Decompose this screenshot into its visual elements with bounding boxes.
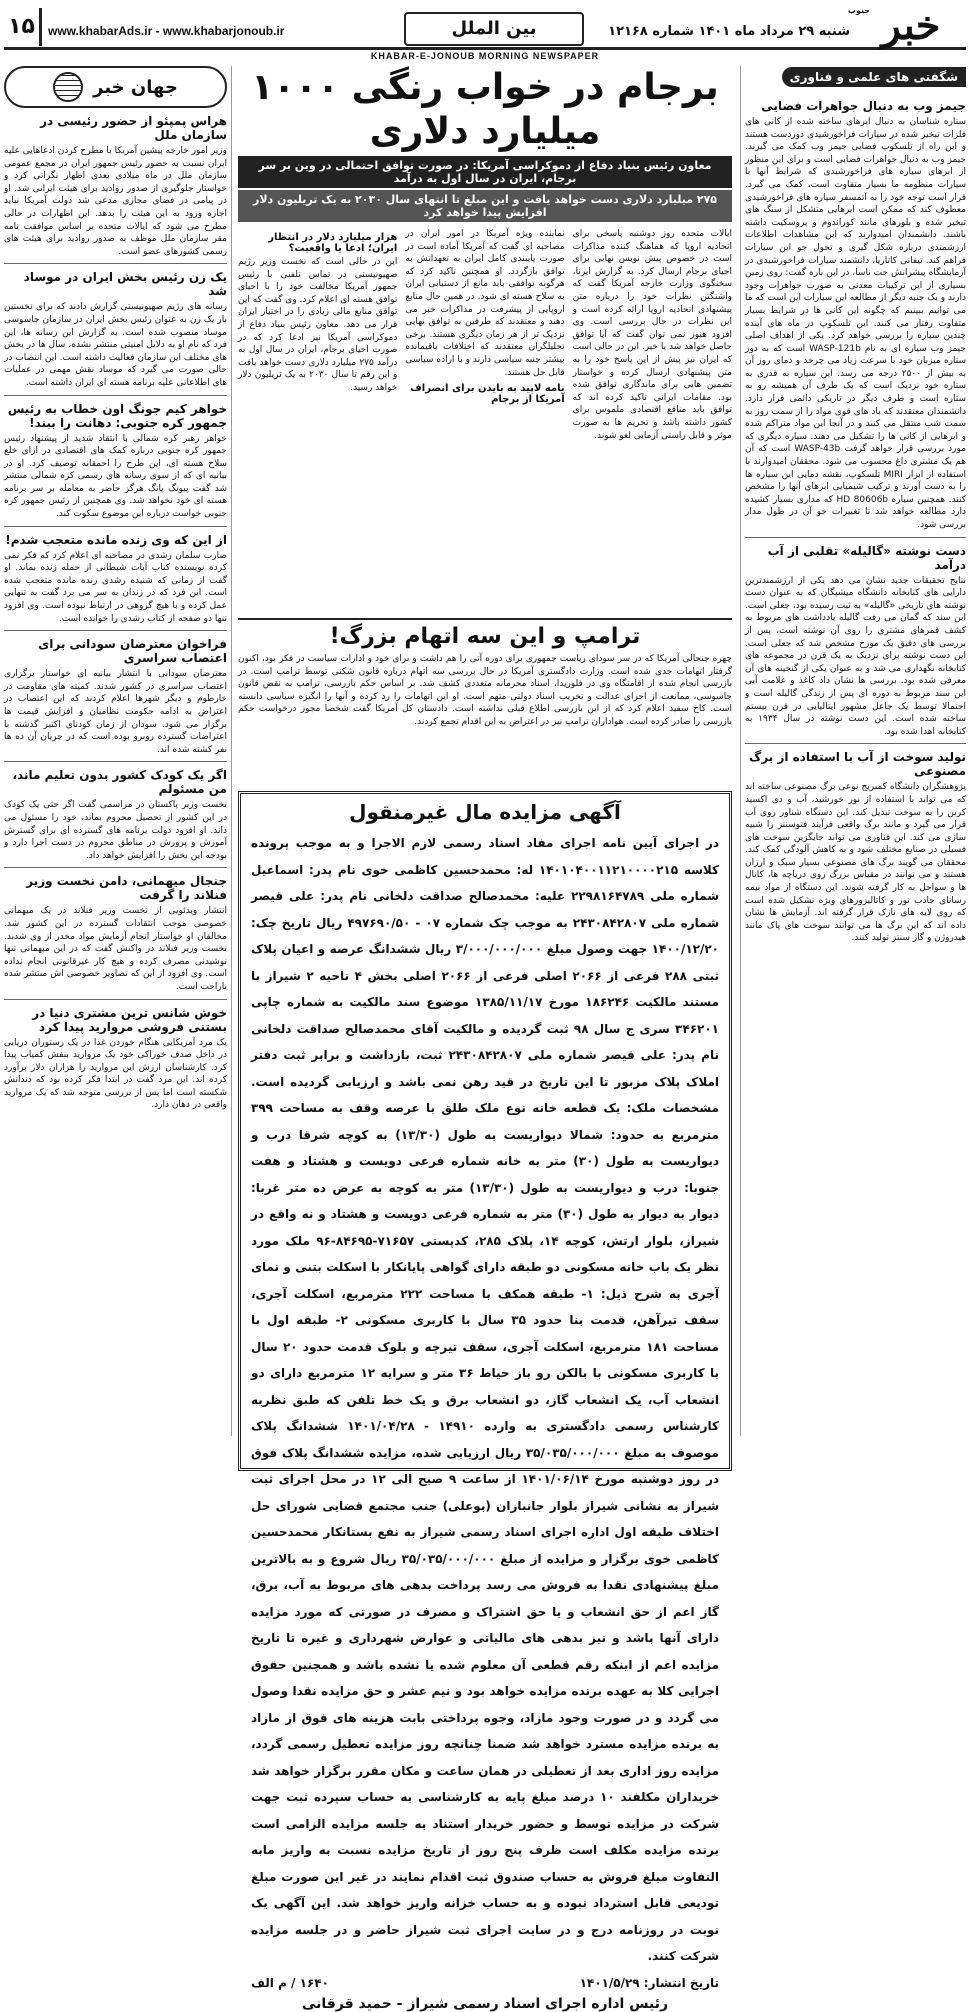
article-body: وزیر امور خارجه پیشین آمریکا با مطرح کردن ادعاهایی علیه ایران نسبت به حضور رئیس جمهور ایران در مجمع عمومی سازمان ملل در ماه میلادی بعدی اظهار نگرانی کرد و خواستار جلوگیری از صدور روادید برای هیئت ایرانی شد. او در پیامی در فضای مجازی مدعی شد دولت آمریکا نباید اجازه ورود به این هیئت را بدهد. این اظهارات در حالی مطرح می شود که ایالات متحده بر اساس موافقت نامه مقر سازمان ملل موظف به صدور روادید برای هیئت های رسمی کشورهای عضو است. [4,146,227,257]
story-column [573,228,732,612]
main-headline: برجام در خواب رنگی ۱۰۰۰ میلیارد دلاری [251,67,719,152]
article-title: اگر یک کودک کشور بدون تعلیم ماند، من مسئولم [12,768,227,797]
globe-icon [53,72,83,102]
divider [4,526,227,527]
main-story-columns [238,228,732,612]
article-title: فراخوان معترضان سودانی برای اعتصاب سراسری [38,637,227,666]
ad-footer [251,1976,719,1990]
divider [745,743,966,744]
main-story-area [238,66,732,2012]
headline-subtitle: معاون رئیس بنیاد دفاع از دموکراسی آمریکا: در صورت توافق احتمالی در وین بر سر برجام، ایران در سال اول به درآمد [238,156,732,188]
story-column [238,653,732,783]
page-number: ۱۵ [4,8,42,46]
logo-subtitle: جنوب [847,6,870,15]
article-title: خوش شانس ترین مشتری دنیا در بستنی فروشی مروارید پیدا کرد [32,1005,227,1034]
website-url[interactable]: www.khabarAds.ir - www.khabarjonoub.ir [48,24,285,38]
ad-code: ۱۶۴۰ / م الف [251,1975,329,1990]
article-body: معترضان سودانی با انتشار بیانیه ای خواستار برگزاری اعتصاب سراسری در کشور شدند. کمیته های مقاومت در خارطوم و دیگر شهرها اعلام کردند که این اعتصاب در اعتراض به ادامه حکومت نظامیان و افزایش قیمت ها برگزار می شود. سودان از زمان کودتای اکتبر گذشته با اعتراضات گسترده روبرو بوده است که در جریان آن ده ها نفر کشته شده اند. [4,669,227,755]
article-title: جیمز وب به دنبال جواهرات فضایی [761,99,966,113]
article-body: نتایج تحقیقات جدید نشان می دهد یکی از ارزشمندترین دارایی های کتابخانه دانشگاه میشیگان که به عنوان دست نوشته های تاریخی «گالیله» به ثبت رسیده بود، جعلی است. این سند که گمان می رفت گالیله یادداشت های مربوط به کشف قمرهای مشتری را روی آن نوشته است، پس از بررسی های دقیق یک مورخ مشخص شد که جعلی است. این دست نوشته برای نزدیک به یک قرن در مجموعه های کتابخانه نگهداری می شد و به عنوان یکی از گنجینه های آن معرفی شده بود. بررسی ها نشان داد کاغذ و علامت آبی این سند مربوط به دوره ای پس از زندگی گالیله است و احتمالا توسط یک جاعل مشهور ایتالیایی در قرن بیستم ساخته شده است. این دست نوشته در سال ۱۹۳۴ به کتابخانه اهدا شده بود. [745,575,966,737]
story-body: این در حالی است که نخست وزیر رژیم صهیونیستی در تماس تلفنی با رئیس جمهور آمریکا مخالفت خود را با احیای توافق هسته ای اعلام کرد. وی گفت که این توافق منابع مالی زیادی را در اختیار ایران قرار می دهد. معاون رئیس بنیاد دفاع از دموکراسی آمریکا نیز ادعا کرد که در صورت احیای برجام، ایران در سال اول به درآمد ۲۷۵ میلیارد دلاری دست خواهد یافت و این رقم تا سال ۲۰۳۰ به یک تریلیون دلار خواهد رسید. [238,257,398,393]
article-body: رسانه های رژیم صهیونیستی گزارش دادند که برای نخستین بار یک زن به عنوان رئیس بخش ایران در سازمان جاسوسی موساد منصوب شده است. به گزارش این رسانه ها، این فرد که نام او به دلایل امنیتی منتشر نشده، سال ها در بخش های مختلف این سازمان فعالیت داشته است. این انتصاب در حالی صورت می گیرد که موساد نقش مهمی در عملیات های اطلاعاتی علیه برنامه هسته ای ایران داشته است. [4,302,227,388]
article-body: ضارب سلمان رشدی در مصاحبه ای اعلام کرد که فکر نمی کرده نویسنده کتاب آیات شیطانی از حمله زنده بماند. او گفت از زمانی که شنیده رشدی زنده مانده متعجب شده است. این فرد که در زندان به سر می برد گفت به تنهایی عمل کرده و با هیچ گروهی در ارتباط نبوده است. وی افزود تنها دو صفحه از کتاب رشدی را خوانده است. [4,550,227,624]
headline-subtitle-2: ۲۷۵ میلیارد دلاری دست خواهد یافت و این مبلغ تا انتهای سال ۲۰۳۰ به یک تریلیون دلار افزایش پیدا خواهد کرد [238,190,732,222]
ad-signature: رئیس اداره اجرای اسناد رسمی شیراز - حمید قرقانی [301,1995,669,2012]
story-column [405,228,564,612]
article-title: تولید سوخت از آب با استفاده از برگ مصنوعی [749,750,966,779]
article-body: ستاره شناسان به دنبال ابرهای ساخته شده از کانی های فلزات تبخیر شده در سیارات فراخورشیدی دوردست هستند و این راه از تلسکوپ فضایی جیمز وب کمک می گیرند. جیمز وب به دنبال جواهرات فضایی است و برای این منظور از ابرهای سیاره های فراخورشیدی که شرایط آنها با سیارات منظومه ما بسیار متفاوت است، کمک می گیرد. قرار است توجه خود را به اتمسفر سیاره های فراخورشیدی معطوف کند که ممکن است ابرهایی متشکل از سنگ های تبخیر شده و بلورهای مانند کوراندوم و پروسکیت داشته باشند. دانشمندان امیدوارند که این مشاهدات اطلاعات ارزشمندی درباره شکل گیری و تحول جو این سیارات فراهم کند. تیفانی کاتاریا، دانشمند سیارات فراخورشیدی در آزمایشگاه پیشرانش جت ناسا، در این باره گفت: روی زمین بسیاری از این ترکیبات معدنی به صورت جواهرات وجود دارند و یک جنبه دیگر از مطالعه این سیارات این است که ما می توانیم ببینیم که چگونه این کانی ها در شرایط بسیار متفاوت رفتار می کنند. این تلسکوپ در ماه های آینده چندین سیاره را بررسی خواهد کرد. یکی از اهداف اصلی جیمز وب سیاره ای به نام WASP-121b است که به دور ستاره میزبان خود با سرعت زیاد می چرخد و دمای روز آن به بیش از ۲۵۰۰ درجه می رسد. این سیاره به قدری به ستاره خود نزدیک است که یک طرف آن همیشه رو به ستاره است و طرف دیگر در تاریکی دائمی قرار دارد. دانشمندان معتقدند که باد های قوی مواد را از سمت روز به سمت شب منتقل می کنند و در آنجا این مواد متراکم شده و ابرهایی از کانی ها را تشکیل می دهند. سیاره دیگری که مورد بررسی قرار خواهد گرفت WASP-43b است که آن هم یک مشتری داغ محسوب می شود. محققان امیدوارند با استفاده از ابزار MIRI تلسکوپ، نقشه دمایی این سیاره ها را به دست آورند و ترکیب شیمیایی ابرهای آنها را مشخص کنند. همچنین سیاره HD 80606b که مداری بسیار کشیده دارد مطالعه خواهد شد تا تغییرات جو آن در طول مدار بررسی شود. [745,117,967,530]
ad-body: در اجرای آیین نامه اجرای مفاد اسناد رسمی لازم الاجرا و به موجب پرونده کلاسه ۱۴۰۱۰۴۰۰۱۱۲۱۰۰۰۰۲۱۵ له: محمدحسین کاظمی خوی نام پدر: اسماعیل شماره ملی ۲۲۹۸۱۶۴۷۸۹ علیه: محمدصالح صداقت دلخانی نام پدر: علی قیصر شماره ملی ۲۴۳۰۸۴۲۸۰۷ به موجب چک شماره ۰۷ - ۴۹۷۶۹۰/۵۰ ریال تاریخ چک: ۱۴۰۰/۱۲/۲۰ جهت وصول مبلغ ۳/۰۰۰/۰۰۰/۰۰۰ ریال ششدانگ عرصه و اعیان پلاک ثبتی ۲۸۸ فرعی از ۲۰۶۶ اصلی فرعی از ۲۰۶۶ اصلی بخش ۴ ناحیه ۲ شیراز با مستند مالکیت ۱۸۶۲۴۶ مورخ ۱۳۸۵/۱۱/۱۷ موضوع سند مالکیت به شماره چاپی ۳۴۶۲۰۱ سری ج سال ۹۸ ثبت گردیده و مالکیت آقای محمدصالح صداقت دلخانی نام پدر: علی قیصر شماره ملی ۲۴۳۰۸۴۲۸۰۷ ثبت، بازداشت و برابر ثبت دفتر املاک پلاک مزبور تا این تاریخ در قید رهن نمی باشد و ارزیابی گردیده است. مشخصات ملک: یک قطعه خانه نوع ملک طلق با عرصه وقف به مساحت ۳۹۹ مترمربع به حدود: شمالا دیواریست به طول (۱۳/۳۰) به کوچه شرقا درب و دیواریست به طول (۳۰) متر به خانه شماره فرعی دویست و هشتاد و هفت جنوبا: درب و دیواریست به طول (۱۳/۳۰) متر به کوچه به عرض ده متر غربا: دیوار به دیوار به طول (۳۰) متر به شماره فرعی دویست و هشتاد و نه واقع در شیراز، بلوار ارتش، کوچه ۱۴، پلاک ۲۸۵، کدپستی ۷۱۶۵۷-۸۴۶۹۵-۹۶ ملک مورد نظر یک باب خانه مسکونی دو طبقه دارای گواهی پایانکار با اسکلت بتنی و نمای آجری به شرح ذیل: ۱- طبقه همکف با مساحت ۲۲۲ مترمربع، اسکلت آجری، سقف تیرآهن، قدمت بنا حدود ۳۵ سال با کاربری مسکونی ۲- طبقه اول با مساحت ۱۸۱ مترمربع، اسکلت آجری، سقف تیرچه و بلوک قدمت حدود ۲۰ سال با کاربری مسکونی با بالکن رو باز حیاط ۳۶ متر و سرایه ۱۲ مترمربع دارای دو انشعاب آب، یک انشعاب گاز، دو انشعاب برق و یک خط تلفن که طبق نظریه کارشناس رسمی دادگستری به وارده ۱۴۹۱۰ - ۱۴۰۱/۰۴/۲۸ ششدانگ پلاک موصوف به مبلغ ۳۵/۰۳۵/۰۰۰/۰۰۰ ریال ارزیابی شده، مزایده ششدانگ پلاک فوق در روز دوشنبه مورخ ۱۴۰۱/۰۶/۱۴ از ساعت ۹ صبح الی ۱۲ در محل اجرای ثبت شیراز به نشانی شیراز بلوار جانبازان (بوعلی) جنب مجتمع قضایی شورای حل اختلاف طبقه اول اداره اجرای اسناد رسمی شیراز به نفع بستانکار محمدحسین کاظمی خوی برگزار و مزایده از مبلغ ۳۵/۰۳۵/۰۰۰/۰۰۰ ریال شروع و به بالاترین مبلغ پیشنهادی نقدا به فروش می رسد پرداخت بدهی های مربوط به آب، برق، گاز اعم از حق انشعاب و یا حق اشتراک و مصرف در صورتی که مورد مزایده دارای آنها باشد و نیز بدهی های مالیاتی و عوارض شهرداری و غیره تا تاریخ مزایده اعم از اینکه رقم قطعی آن معلوم شده یا نشده باشد و همچنین حقوق اجرایی کلا به عهده برنده مزایده خواهد بود و نیم عشر و حق مزایده نقدا وصول می گردد و در صورت وجود مازاد، وجوه پرداختی بابت هزینه های فوق از مازاد به برنده مزایده مسترد خواهد شد ضمنا چنانچه روز مزایده تعطیل رسمی گردد، مزایده روز اداری بعد از تعطیلی در همان ساعت و مکان مقرر برگزار خواهد شد خریداران مکلفند ۱۰ درصد مبلغ پایه به کارشناسی به حساب سپرده ثبت جهت شرکت در مزایده توسط و حضور خریدار استناد به جلسه مزایده الزامی است برنده مزایده مکلف است ظرف پنج روز از تاریخ مزایده نسبت به واریز مابه التفاوت مبلغ فروش به حساب صندوق ثبت اقدام نمایند در غیر این صورت مبلغ تودیعی قابل استرداد نبوده و به حساب خزانه واریز خواهد شد. این آگهی یک نوبت در روزنامه درج و در سایت اجرای ثبت شیراز حاضر و در جلسه مزایده شرکت کنند. [251,836,720,1963]
article-body: پژوهشگران دانشگاه کمبریج نوعی برگ مصنوعی ساخته اند که می تواند با استفاده از نور خورشید، آب و دی اکسید کربن را به سوخت تبدیل کند. این دستگاه شناور روی آب قرار می گیرد و مانند برگ واقعی فرآیند فتوسنتز را شبیه سازی می کند. این فناوری می تواند جایگزین سوخت های فسیلی در صنایع مختلف شود و به کاهش آلودگی کمک کند. محققان می گویند برگ های مصنوعی بسیار سبک و ارزان هستند و می توانند در مقیاس بزرگ روی دریاچه ها، کانال ها و سواحل به کار گرفته شوند. این دستگاه از مواد نیمه رسانای جاذب نور و کاتالیزورهای ویژه تشکیل شده است که روی لایه های نازک قرار گرفته اند. آزمایش ها نشان داده اند که این برگ ها می توانند سوخت های پاک مانند هیدروژن و گاز سنتز تولید کنند. [745,782,966,944]
article-title: جنجال میهمانی، دامن نخست وزیر فنلاند را گرفت [26,874,227,903]
article-title: هراس پمپئو از حضور رئیسی در سازمان ملل [40,114,227,142]
article-body: خواهر رهبر کره شمالی با انتقاد شدید از پیشنهاد رئیس جمهور کره جنوبی درباره کمک های اقتصادی در ازای خلع سلاح هسته ای، این طرح را احمقانه توصیف کرد. او در بیانیه ای که از سوی رسانه های رسمی کره شمالی منتشر شد گفت پیونگ یانگ هرگز حاضر به معامله بر سر برنامه هسته ای خود نخواهد شد. وی همچنین از رئیس جمهور کره جنوبی خواست درباره این موضوع سکوت کند. [4,433,227,520]
divider [4,761,227,762]
article-body: انتشار ویدئویی از نخست وزیر فنلاند در یک میهمانی خصوصی موجب انتقادات گسترده در این کشور شد. مخالفان او خواستار انجام آزمایش مواد مخدر از وی شدند. نخست وزیر فنلاند در واکنش گفت که در این میهمانی تنها نوشیدنی مصرف کرده و هیچ کار غیرقانونی انجام نداده است. وی افزود از این که تصاویر خصوصی اش منتشر شده ناراحت است. [4,906,227,992]
story-body: چهره جنجالی آمریکا که در سر سودای ریاست جمهوری برای دوره آتی را هم داشت و برای خود و ادارات سیاست در فکر بود، اکنون گرفتار اتهامات جدی شده است. وزارت دادگستری آمریکا در حال بررسی سه اتهام درباره قانون شکنی توسط ترامپ است. در بازرسی انجام شده از اقامتگاه وی در فلوریدا، اسناد محرمانه متعددی کشف شد. بر اساس حکم بازرسی، ترامپ به نقض قانون جاسوسی، ممانعت از اجرای عدالت و تخریب اسناد دولتی متهم است. او این اتهامات را رد کرده و آنها را انگیزه سیاسی دانسته است. کاخ سفید اعلام کرد که از این بازرسی اطلاع قبلی نداشته است. دادستان کل آمریکا گفت شخصا مجوز درخواست حکم بازرسی را صادر کرده است. هواداران ترامپ نیز در اعتراض به این اقدام تجمع کردند. [238,654,732,727]
story-body: ایالات متحده روز دوشنبه پاسخی برای اتحادیه اروپا که هماهنگ کننده مذاکرات است در خصوص پیش نویس نهایی برای احیای برجام ارسال کرد. به گزارش ایرنا، سخنگوی وزارت خارجه آمریکا گفت که واشنگتن نظرات خود را درباره متن پیشنهادی اتحادیه اروپا ارائه کرده است و این نظرات در حال بررسی است. وی افزود هنوز نمی توان گفت که آیا توافق حاصل خواهد شد یا خیر. این در حالی است که ایران نیز پیش از این پاسخ خود را به متن پیشنهادی ارسال کرده و خواستار تضمین هایی برای ماندگاری توافق شده بود. مقامات ایرانی تاکید کرده اند که توافق باید منافع اقتصادی ملموس برای کشور داشته باشد و تحریم ها به صورت موثر و قابل راستی آزمایی لغو شوند. [572,229,732,441]
world-news-column [4,66,232,1436]
trump-headline: ترامپ و این سه اتهام بزرگ! [238,618,732,649]
article-body: یک مرد آمریکایی هنگام خوردن غذا در یک رستوران دریایی در داخل صدف خوراکی خود یک مروارید بنفش کمیاب پیدا کرد. کارشناسان ارزش این مروارید را هزاران دلار برآورد کرده اند. این مرد گفت در ابتدا فکر کرده بود که دندانش شکسته است اما پس از بررسی متوجه شد که یک مروارید واقعی در دهان دارد. [4,1037,227,1111]
masthead [4,4,966,50]
divider [4,263,227,264]
article-body: نخست وزیر پاکستان در مراسمی گفت اگر حتی یک کودک در این کشور از تحصیل محروم بماند، خود را مسئول می داند. او افزود دولت برنامه های گسترده ای برای گسترش آموزش و پرورش در مناطق محروم در دست اجرا دارد و بودجه این بخش را افزایش خواهد داد. [4,800,227,861]
science-column [740,66,966,1436]
section-title: بین الملل [404,12,584,46]
article-title: از این که وی زنده مانده متعجب شدم! [5,532,227,547]
divider [4,395,227,396]
ribbon-text: KHABAR-E-JONOUB MORNING NEWSPAPER [370,51,600,61]
issue-date: شنبه ۲۹ مرداد ماه ۱۴۰۱ شماره ۱۲۱۶۸ [608,24,850,39]
world-news-header [4,66,227,108]
ad-title: آگهی مزایده مال غیرمنقول [349,800,621,824]
article-title: یک زن رئیس بخش ایران در موساد شد [23,270,227,299]
world-news-title: جهان خبر [93,76,178,98]
story-subheading: نامه لاپید به بایدن برای انصراف آمریکا از برجام [410,383,565,406]
divider [745,537,966,538]
story-subheading: هزار میلیارد دلار در انتظار ایران؛ ادعا یا واقعیت؟ [268,232,398,254]
story-column [238,228,397,612]
newspaper-logo[interactable]: خبر [881,2,941,49]
article-title: دست نوشته «گالیله» تقلبی از آب درآمد [767,543,966,572]
trump-story [238,653,732,783]
story-body: نماینده ویژه آمریکا در امور ایران در مصاحبه ای گفت که آمریکا آماده است در صورت پایبندی کامل ایران به تعهداتش به توافق بازگردد. او همچنین تاکید کرد که هرگونه توافقی باید مانع از دستیابی ایران به سلاح هسته ای شود. در همین حال منابع اروپایی از پیشرفت در مذاکرات خبر می دهند و معتقدند که طرفین به توافق نهایی نزدیک تر از هر زمان دیگری هستند. برخی تحلیلگران معتقدند که اختلافات باقیمانده بیشتر جنبه سیاسی دارند و با اراده سیاسی قابل حل هستند. [405,229,565,378]
science-tab: شگفتی های علمی و فناوری [782,67,966,87]
divider [4,630,227,631]
divider [4,867,227,868]
ad-publish-date: تاریخ انتشار: ۱۴۰۱/۵/۲۹ [579,1975,719,1990]
auction-ad [238,791,732,2012]
divider [4,999,227,1000]
article-title: خواهر کیم جونگ اون خطاب به رئیس جمهور کره جنوبی: دهانت را ببند! [7,401,227,430]
